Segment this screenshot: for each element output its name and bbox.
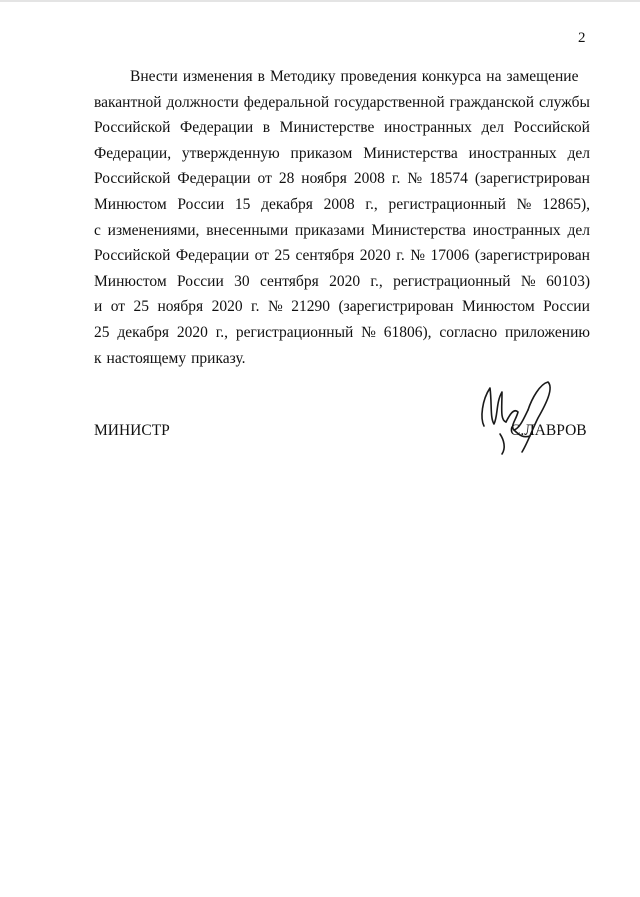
- word: декабря: [261, 195, 313, 213]
- word: иностранных: [468, 144, 557, 162]
- paragraph-line: [94, 64, 590, 90]
- word: 25: [133, 298, 150, 316]
- word: настоящему: [106, 349, 187, 367]
- word: Минюстом: [462, 298, 535, 316]
- word: г.,: [370, 272, 383, 290]
- word: дел: [567, 144, 590, 162]
- word: г.: [391, 170, 401, 188]
- word: Российской: [94, 119, 171, 137]
- order-paragraph: [94, 64, 590, 371]
- word: №: [361, 323, 376, 341]
- word: г.: [396, 247, 405, 265]
- signatory-title: МИНИСТР: [94, 422, 170, 439]
- paragraph-line: [94, 320, 590, 346]
- word: №: [516, 195, 532, 213]
- word: от: [254, 247, 269, 265]
- word: России: [543, 298, 590, 316]
- word: согласно: [439, 323, 498, 341]
- paragraph-line: [94, 166, 590, 192]
- word: внесенными: [206, 221, 289, 239]
- word: регистрационный: [393, 272, 511, 290]
- word: иностранных: [472, 221, 561, 239]
- word: иностранных: [383, 119, 472, 137]
- word: Министерства: [371, 221, 466, 239]
- word: 30: [234, 272, 250, 290]
- word: к: [94, 349, 102, 367]
- word: Министерстве: [279, 119, 375, 137]
- word: сентября: [259, 272, 319, 290]
- word: 28: [278, 170, 295, 188]
- word: (зарегистрирован: [338, 298, 454, 316]
- word: (зарегистрирован: [474, 170, 590, 188]
- page-number: 2: [578, 30, 586, 46]
- word: 12865),: [542, 195, 590, 213]
- word: России: [177, 272, 224, 290]
- word: Минюстом: [94, 195, 167, 213]
- word: России: [177, 195, 225, 213]
- word: №: [267, 298, 283, 316]
- word: 2020: [211, 298, 243, 316]
- word: изменения: [182, 68, 253, 85]
- word: Минюстом: [94, 272, 167, 290]
- word: №: [407, 170, 423, 188]
- paragraph-line: [94, 294, 590, 320]
- word: проведения: [340, 68, 417, 85]
- word: 15: [234, 195, 251, 213]
- word: 2008: [353, 170, 385, 188]
- word: (зарегистрирован: [474, 247, 590, 265]
- word: ноября: [301, 170, 347, 188]
- word: вакантной: [94, 93, 162, 111]
- handwritten-signature: [470, 378, 560, 458]
- word: сентября: [295, 247, 355, 265]
- word: приказу.: [191, 349, 246, 367]
- word: г.: [251, 298, 260, 316]
- paragraph-line: [94, 115, 590, 141]
- word: ноября: [157, 298, 204, 316]
- word: должности: [166, 93, 239, 111]
- word: 2020: [176, 323, 208, 341]
- word: Министерства: [363, 144, 458, 162]
- page-top-edge: [0, 0, 640, 2]
- word: №: [410, 247, 426, 265]
- word: Российской: [94, 170, 171, 188]
- word: государственной: [334, 93, 445, 111]
- paragraph-line: [94, 141, 590, 167]
- word: от: [110, 298, 126, 316]
- word: Федерации: [177, 170, 251, 188]
- word: г.,: [215, 323, 229, 341]
- word: регистрационный: [235, 323, 354, 341]
- word: 25: [274, 247, 290, 265]
- word: 2020: [359, 247, 391, 265]
- word: федеральной: [243, 93, 330, 111]
- word: 17006: [430, 247, 470, 265]
- paragraph-line: [94, 346, 590, 372]
- word: и: [94, 298, 103, 316]
- word: декабря: [117, 323, 170, 341]
- word: Российской: [94, 247, 171, 265]
- paragraph-line: [94, 218, 590, 244]
- word: 61806),: [383, 323, 432, 341]
- word: в: [257, 68, 265, 85]
- word: дел: [481, 119, 504, 137]
- word: с: [94, 221, 101, 239]
- signatory-name: С.ЛАВРОВ: [510, 422, 587, 439]
- paragraph-line: [94, 192, 590, 218]
- word: службы: [539, 93, 590, 111]
- word: приказом: [290, 144, 353, 162]
- word: гражданской: [449, 93, 535, 111]
- word: 21290: [291, 298, 330, 316]
- word: Внести: [130, 68, 178, 85]
- word: изменениями,: [107, 221, 200, 239]
- word: 60103): [546, 272, 590, 290]
- paragraph-line: [94, 90, 590, 116]
- word: замещение: [506, 68, 579, 85]
- word: в: [262, 119, 271, 137]
- word: от: [257, 170, 272, 188]
- word: на: [486, 68, 502, 85]
- paragraph-line: [94, 269, 590, 295]
- word: Методику: [269, 68, 336, 85]
- word: Федерации: [175, 247, 250, 265]
- word: г.,: [365, 195, 378, 213]
- paragraph-line: [94, 243, 590, 269]
- word: 25: [94, 323, 110, 341]
- word: конкурса: [421, 68, 482, 85]
- word: №: [520, 272, 536, 290]
- word: Федерации,: [94, 144, 172, 162]
- word: приказами: [294, 221, 365, 239]
- word: Российской: [513, 119, 590, 137]
- word: 2008: [323, 195, 355, 213]
- word: Федерации: [179, 119, 254, 137]
- word: утвержденную: [181, 144, 280, 162]
- word: дел: [567, 221, 590, 239]
- word: 2020: [329, 272, 361, 290]
- word: регистрационный: [388, 195, 506, 213]
- word: приложению: [504, 323, 590, 341]
- word: 18574: [429, 170, 468, 188]
